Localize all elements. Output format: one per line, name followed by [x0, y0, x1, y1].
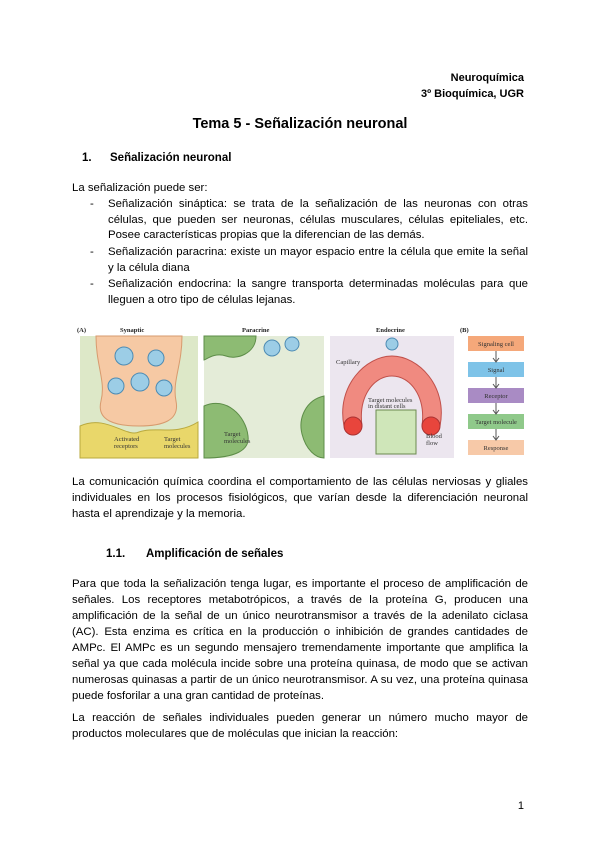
- distant-cells: [376, 410, 416, 454]
- section-heading-1-1: [106, 548, 283, 560]
- distant-label: Target molecules: [368, 397, 413, 404]
- vessel-end: [344, 417, 362, 435]
- flow-diagram: [468, 336, 524, 455]
- blood-flow-label: Blood: [426, 433, 442, 440]
- bullet-dash: -: [90, 246, 94, 258]
- distant-label: in distant cells: [368, 403, 406, 410]
- header-line-1: Neuroquímica: [450, 72, 524, 84]
- vesicle: [108, 378, 124, 394]
- vesicle: [131, 373, 149, 391]
- section-number: 1.1.: [106, 548, 126, 560]
- intro-text: La señalización puede ser:: [72, 182, 208, 194]
- section-number: 1.: [82, 152, 92, 164]
- flow-arrow: [493, 351, 499, 362]
- target-molecules-label: molecules: [224, 438, 251, 445]
- activated-receptors-label: Activated: [114, 436, 140, 443]
- bullet-dash: -: [90, 278, 94, 290]
- blood-flow-label: flow: [426, 440, 438, 447]
- bullet-item: [90, 277, 528, 308]
- signaling-figure: [76, 326, 526, 460]
- header-line-2: 3º Bioquímica, UGR: [420, 88, 524, 100]
- vesicle: [386, 338, 398, 350]
- flow-arrow: [493, 429, 499, 440]
- section-title: Amplificación de señales: [146, 548, 284, 560]
- paragraph: La reacción de señales individuales pueden generar un número mucho mayor de productos moleculares que de moléculas que inician la reacción:: [72, 712, 528, 740]
- page-title: Tema 5 - Señalización neuronal: [192, 116, 408, 132]
- flow-label: Receptor: [484, 393, 508, 400]
- panel-a-label: (A): [77, 327, 87, 334]
- target-molecules-label: Target: [164, 436, 181, 443]
- flow-arrow: [493, 377, 499, 388]
- bullet-item: [90, 197, 528, 244]
- target-molecules-label: molecules: [164, 443, 191, 450]
- header-course: [421, 70, 524, 102]
- vesicle: [156, 380, 172, 396]
- capillary-label: Capillary: [336, 359, 361, 366]
- flow-label: Signal: [487, 367, 505, 374]
- bullet-text: Señalización sináptica: se trata de la señalización de las neuronas con otras células, que pueden ser neuronas, células musculares, células epiteliales, etc. Posee características propias que la diferencian de las demás.: [108, 198, 528, 242]
- vesicle: [264, 340, 280, 356]
- vesicle: [148, 350, 164, 366]
- bullet-text: Señalización endocrina: la sangre transporta determinadas moléculas para que lleguen a otro tipo de células lejanas.: [108, 278, 528, 306]
- endocrine-title: Endocrine: [376, 327, 405, 334]
- vesicle: [285, 337, 299, 351]
- flow-label: Target molecule: [475, 419, 517, 426]
- flow-arrow: [493, 403, 499, 414]
- section-heading-1: [82, 152, 231, 164]
- target-molecules-label: Target: [224, 431, 241, 438]
- paracrine-title: Paracrine: [242, 327, 270, 334]
- flow-label: Signaling cell: [478, 341, 514, 348]
- bullet-text: Señalización paracrina: existe un mayor espacio entre la célula que emite la señal y la célula diana: [108, 246, 528, 274]
- synaptic-title: Synaptic: [120, 327, 145, 334]
- page-number: 1: [517, 800, 524, 812]
- flow-label: Response: [483, 445, 509, 452]
- bullet-item: [90, 245, 528, 276]
- bullet-dash: -: [90, 198, 94, 210]
- vesicle: [115, 347, 133, 365]
- section-title: Señalización neuronal: [110, 152, 232, 164]
- paragraph: La comunicación química coordina el comportamiento de las células nerviosas y gliales individuales en los procesos fisiológicos, que varían desde la diferenciación neuronal hasta el aprendizaje y la memoria.: [72, 476, 528, 520]
- paragraph: Para que toda la señalización tenga lugar, es importante el proceso de amplificación de señales. Los receptores metabotrópicos, a través de la proteína G, producen una amplificación de la señal de un único neurotransmisor a través de la adenilato ciclasa (AC). Esta enzima es crítica en la producción o inhibición de grandes cantidades de AMPc. El AMPc es un segundo mensajero tremendamente importante que amplifica la señal ya que cada molécula incide sobre una proteína quinasa, de modo que se activan numerosas quinasas a partir de un único neurotransmisor. A su vez, una proteína quinasa puede fosforilar a una gran cantidad de proteínas.: [72, 578, 528, 702]
- panel-b-label: (B): [460, 327, 469, 334]
- activated-receptors-label: receptors: [114, 443, 138, 450]
